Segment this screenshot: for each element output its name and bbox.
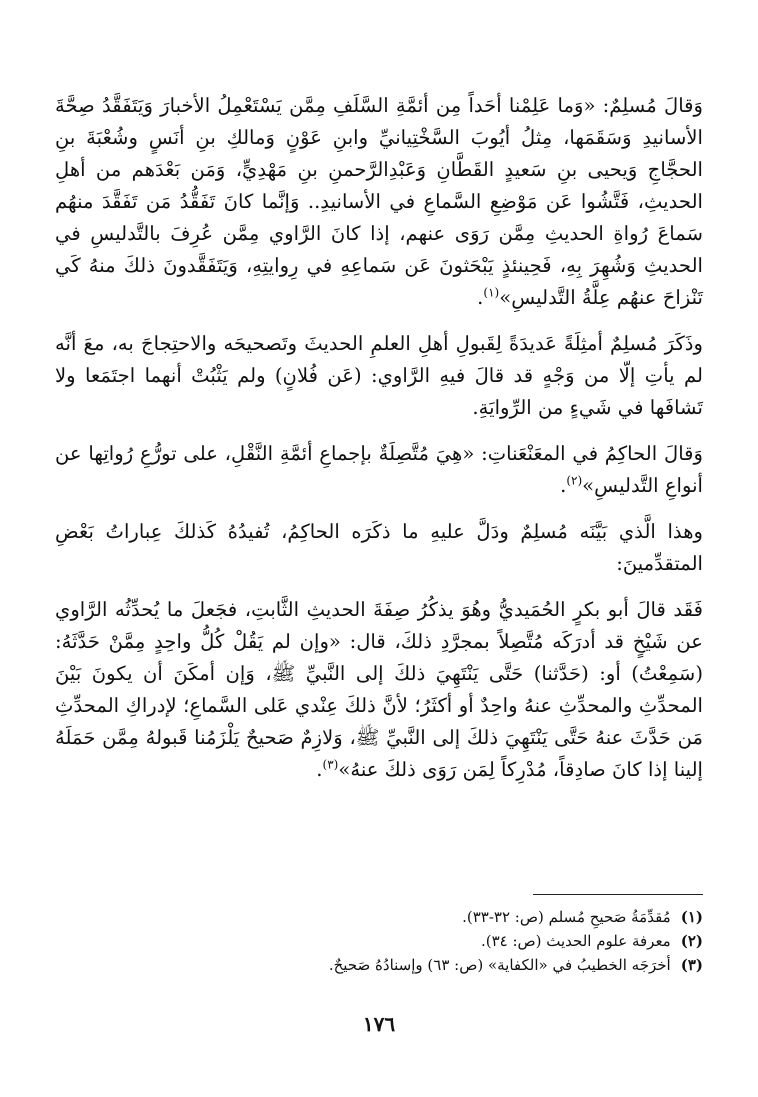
footnotes	[55, 905, 703, 977]
footnote-divider	[533, 894, 703, 895]
footnote-ref-3: (٣)	[322, 757, 339, 772]
footnote-number: (٣)	[680, 956, 703, 974]
paragraph-muslim-examples: وذَكَرَ مُسلِمٌ أمثِلَةً عَديدَةً لِقَبولِ أهلِ العلمِ الحديثَ وتَصحيحَه والاحتِجاجَ به، معَ أنَّه لم يأتِ إلّا من وَجْهٍ قد قالَ فيهِ الرَّاوي: (عَن فُلانٍ) ولم يَثْبُتْ أنهما اجتَمَعا ولا تَشافَها في شَيءٍ من الرِّوايَةِ.	[55, 332, 703, 419]
footnote-text: مُقدِّمَةُ صَحيحِ مُسلم (ص: ٣٢-٣٣).	[462, 908, 671, 926]
paragraph-text: فَقَد قالَ أبو بكرٍ الحُمَيديُّ وهُوَ يذكُرُ صِفَةَ الحديثِ الثَّابتِ، فجَعلَ ما يُحدِّثُه الرَّاوي عن شَيْخٍ قد أدرَكَه مُتَّصِلاً بمجرَّدِ ذلكَ، قال: «وإن لم يَقُلْ كُلُّ واحِدٍ مِمَّنْ حَدَّثَهُ: (سَمِعْتُ) أو: (حَدَّثنا) حَتَّى يَنْتَهِيَ ذلكَ إلى النَّبيِّ ﷺ، وَإن أمكَنَ أن يكونَ بَيْنَ المحدِّثِ والمحدِّثِ عنهُ واحِدٌ أو أكثَرُ؛ لأنَّ ذلكَ عِنْدي عَلى السَّماعِ؛ لإدراكِ المحدِّثِ مَن حَدَّثَ عنهُ حَتَّى يَنْتَهِيَ ذلكَ إلى النَّبيِّ ﷺ، وَلازِمٌ صَحيحٌ يَلْزَمُنا قَبولهُ مِمَّن حَمَلَهُ إلينا إذا كانَ صادِقاً، مُدْرِكاً لِمَن رَوَى ذلكَ عنهُ»	[55, 598, 703, 781]
footnote-2	[55, 929, 703, 953]
paragraph-text: وَقالَ مُسلِمٌ: «وَما عَلِمْنا أحَداً مِن أئمَّةِ السَّلَفِ مِمَّن يَسْتَعْمِلُ الأخبارَ وَيَتَفَقَّدُ صِحَّةَ الأسانيدِ وَسَقَمَها، مِثلُ أيُوبَ السَّخْتِيانيِّ وابنِ عَوْنٍ وَمالكِ بنِ أنَسٍ وشُعْبَةَ بنِ الحجَّاجِ وَيحيى بنِ سَعيدٍ القَطَّانِ وَعَبْدِالرَّحمنِ بنِ مَهْدِيٍّ، وَمَن بَعْدَهم من أهلِ الحديثِ، فَتَّشُوا عَن مَوْضِعِ السَّماعِ في الأسانيدِ.. وَإنَّما كانَ تَفَقُّدُ مَن تَفَقَّدَ منهُم سَماعَ رُواةِ الحديثِ مِمَّن رَوَى عنهم، إذا كانَ الرَّاوي مِمَّن عُرِفَ بالتَّدليسِ في الحديثِ وَشُهِرَ بِهِ، فَحِينئذٍ يَبْحَثونَ عَن سَماعِهِ في رِوايتِهِ، وَيَتَفَقَّدونَ ذلكَ منهُ كَي تَنْزاحَ عنهُم عِلَّةُ التَّدليسِ»	[55, 94, 703, 309]
footnote-number: (٢)	[680, 932, 703, 950]
paragraph-hakim-quote: وَقالَ الحاكِمُ في المعَنْعَناتِ: «هِيَ مُتَّصِلَةٌ بإجماعِ أئمَّةِ النَّقْلِ، على تورُّعِ رُواتِها عن أنواعِ التَّدليسِ»$^{(٢)}$.	[55, 442, 703, 497]
footnote-1	[55, 905, 703, 929]
paragraph-muslim-quote: وَقالَ مُسلِمٌ: «وَما عَلِمْنا أحَداً مِن أئمَّةِ السَّلَفِ مِمَّن يَسْتَعْمِلُ الأخبارَ وَيَتَفَقَّدُ صِحَّةَ الأسانيدِ وَسَقَمَها، مِثلُ أيُوبَ السَّخْتِيانيِّ وابنِ عَوْنٍ وَمالكِ بنِ أنَسٍ وشُعْبَةَ بنِ الحجَّاجِ وَيحيى بنِ سَعيدٍ القَطَّانِ وَعَبْدِالرَّحمنِ بنِ مَهْدِيٍّ، وَمَن بَعْدَهم من أهلِ الحديثِ، فَتَّشُوا عَن مَوْضِعِ السَّماعِ في الأسانيدِ.. وَإنَّما كانَ تَفَقُّدُ مَن تَفَقَّدَ منهُم سَماعَ رُواةِ الحديثِ مِمَّن رَوَى عنهم، إذا كانَ الرَّاوي مِمَّن عُرِفَ بالتَّدليسِ في الحديثِ وَشُهِرَ بِهِ، فَحِينئذٍ يَبْحَثونَ عَن سَماعِهِ في رِوايتِهِ، وَيَتَفَقَّدونَ ذلكَ منهُ كَي تَنْزاحَ عنهُم عِلَّةُ التَّدليسِ»$^{(١)}$.	[55, 94, 703, 309]
page-number: ١٧٦	[362, 1012, 396, 1036]
footnote-text: أخرَجَه الخطيبُ في «الكفاية» (ص: ٦٣) وإسنادُهُ صَحيحٌ.	[328, 956, 671, 974]
main-text	[55, 90, 703, 786]
paragraph-humaydi-quote: فَقَد قالَ أبو بكرٍ الحُمَيديُّ وهُوَ يذكُرُ صِفَةَ الحديثِ الثَّابتِ، فجَعلَ ما يُحدِّثُه الرَّاوي عن شَيْخٍ قد أدرَكَه مُتَّصِلاً بمجرَّدِ ذلكَ، قال: «وإن لم يَقُلْ كُلُّ واحِدٍ مِمَّنْ حَدَّثَهُ: (سَمِعْتُ) أو: (حَدَّثنا) حَتَّى يَنْتَهِيَ ذلكَ إلى النَّبيِّ ﷺ، وَإن أمكَنَ أن يكونَ بَيْنَ المحدِّثِ والمحدِّثِ عنهُ واحِدٌ أو أكثَرُ؛ لأنَّ ذلكَ عِنْدي عَلى السَّماعِ؛ لإدراكِ المحدِّثِ مَن حَدَّثَ عنهُ حَتَّى يَنْتَهِيَ ذلكَ إلى النَّبيِّ ﷺ، وَلازِمٌ صَحيحٌ يَلْزَمُنا قَبولهُ مِمَّن حَمَلَهُ إلينا إذا كانَ صادِقاً، مُدْرِكاً لِمَن رَوَى ذلكَ عنهُ»$^{(٣)}$.	[55, 598, 703, 781]
footnote-3	[55, 953, 703, 977]
footnote-text: معرفة علوم الحديث (ص: ٣٤).	[480, 932, 671, 950]
footnote-ref-1: (١)	[483, 285, 500, 300]
paragraph-early-scholars: وهذا الَّذي بَيَّنَه مُسلِمٌ ودَلَّ عليهِ ما ذكَرَه الحاكِمُ، تُفيدُهُ كَذلكَ عِباراتُ بَعْضِ المتقدِّمينَ:	[55, 520, 703, 575]
footnote-ref-2: (٢)	[566, 473, 583, 488]
paragraph-text: وَقالَ الحاكِمُ في المعَنْعَناتِ: «هِيَ مُتَّصِلَةٌ بإجماعِ أئمَّةِ النَّقْلِ، على تورُّعِ رُواتِها عن أنواعِ التَّدليسِ»	[55, 442, 703, 497]
footnote-number: (١)	[680, 908, 703, 926]
